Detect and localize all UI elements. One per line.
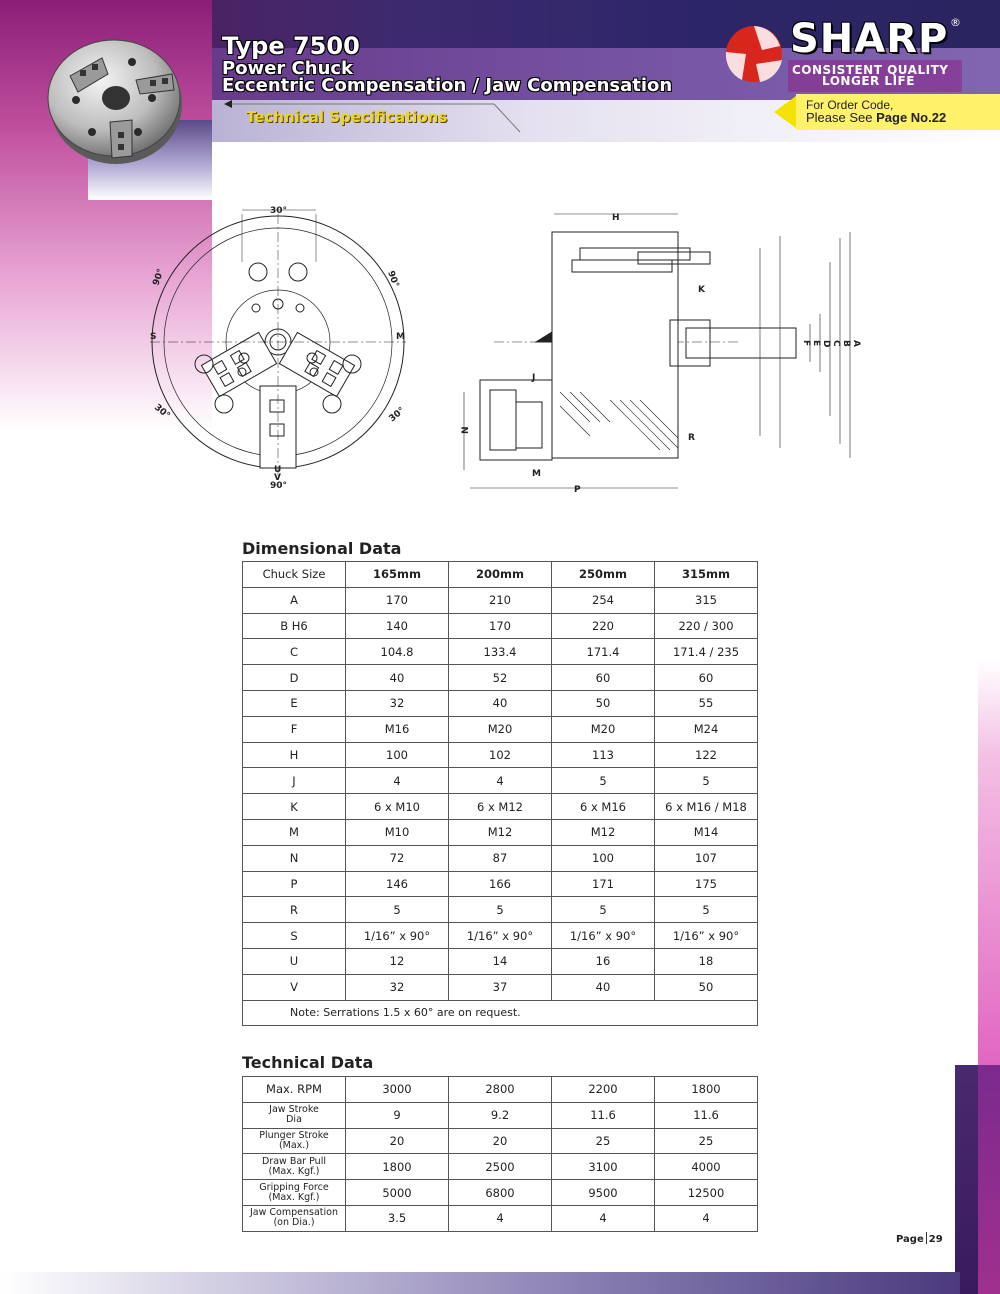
registered-mark: ® <box>950 16 961 29</box>
table-cell: M12 <box>449 819 552 845</box>
table-cell: 40 <box>449 690 552 716</box>
table-cell: U <box>243 948 346 974</box>
table-header-cell: 165mm <box>346 562 449 588</box>
table-row <box>243 948 758 974</box>
table-cell: 6 x M12 <box>449 794 552 820</box>
table-cell: 6 x M10 <box>346 794 449 820</box>
svg-text:S: S <box>150 332 157 342</box>
table-row <box>243 1154 758 1180</box>
table-cell: 11.6 <box>655 1102 758 1128</box>
table-cell: 5 <box>655 897 758 923</box>
table-cell: 40 <box>552 974 655 1000</box>
table-cell: 25 <box>655 1128 758 1154</box>
right-decor-block-accent <box>978 1065 1000 1294</box>
table-cell: 2800 <box>449 1077 552 1103</box>
row-label: Draw Bar Pull (Max. Kgf.) <box>243 1154 346 1180</box>
svg-text:90°: 90° <box>270 481 288 491</box>
table-cell: 171.4 / 235 <box>655 639 758 665</box>
svg-text:30°: 30° <box>387 405 407 425</box>
table-row <box>243 923 758 949</box>
table-cell: 20 <box>449 1128 552 1154</box>
order-note-line1: For Order Code, <box>806 98 894 112</box>
brand-name: SHARP <box>790 16 949 62</box>
table-cell: 16 <box>552 948 655 974</box>
table-cell: 107 <box>655 845 758 871</box>
table-cell: 9.2 <box>449 1102 552 1128</box>
table-cell: 5 <box>655 768 758 794</box>
table-cell: 60 <box>552 665 655 691</box>
table-cell: 25 <box>552 1128 655 1154</box>
order-note-arrow-icon <box>774 96 796 128</box>
table-cell: 4 <box>449 1205 552 1231</box>
table-cell: 100 <box>346 742 449 768</box>
table-cell: 1/16” x 90° <box>346 923 449 949</box>
serration-note: Note: Serrations 1.5 x 60° are on request. <box>243 1000 758 1026</box>
section-title: Technical Specifications <box>246 108 448 126</box>
table-cell: F <box>243 716 346 742</box>
order-page-link[interactable]: Page No.22 <box>876 110 947 125</box>
table-cell: 3000 <box>346 1077 449 1103</box>
table-header-cell: Chuck Size <box>243 562 346 588</box>
table-cell: 170 <box>346 587 449 613</box>
svg-text:30°: 30° <box>270 206 288 216</box>
table-cell: 171.4 <box>552 639 655 665</box>
product-subtitle-2: Eccentric Compensation / Jaw Compensation <box>222 75 673 96</box>
table-cell: 50 <box>552 690 655 716</box>
table-cell: 4 <box>346 768 449 794</box>
svg-text:M: M <box>396 332 405 342</box>
table-cell: M10 <box>346 819 449 845</box>
table-cell: 20 <box>346 1128 449 1154</box>
table-cell: 220 / 300 <box>655 613 758 639</box>
table-cell: 52 <box>449 665 552 691</box>
table-cell: 100 <box>552 845 655 871</box>
table-cell: 2200 <box>552 1077 655 1103</box>
table-cell: 210 <box>449 587 552 613</box>
svg-text:J: J <box>532 373 536 383</box>
row-label: Gripping Force (Max. Kgf.) <box>243 1180 346 1206</box>
svg-text:A: A <box>851 340 861 347</box>
table-header-cell: 315mm <box>655 562 758 588</box>
svg-text:F: F <box>801 340 811 347</box>
dimensional-data-title: Dimensional Data <box>242 539 402 558</box>
table-cell: 1800 <box>655 1077 758 1103</box>
table-cell: A <box>243 587 346 613</box>
table-row <box>243 1180 758 1206</box>
table-row <box>243 1077 758 1103</box>
table-cell: B H6 <box>243 613 346 639</box>
table-cell: 5 <box>449 897 552 923</box>
product-subtitle: Power Chuck <box>222 58 354 79</box>
table-row <box>243 768 758 794</box>
table-cell: 4 <box>655 1205 758 1231</box>
table-cell: 55 <box>655 690 758 716</box>
table-row <box>243 587 758 613</box>
table-cell: 170 <box>449 613 552 639</box>
bottom-decor-strip <box>0 1272 960 1294</box>
table-cell: 122 <box>655 742 758 768</box>
table-cell: 146 <box>346 871 449 897</box>
svg-text:R: R <box>688 433 695 443</box>
power-chuck-photo <box>40 28 190 168</box>
technical-data-title: Technical Data <box>242 1053 374 1072</box>
table-row <box>243 716 758 742</box>
table-cell: 1/16” x 90° <box>449 923 552 949</box>
table-cell: 60 <box>655 665 758 691</box>
table-cell: 171 <box>552 871 655 897</box>
technical-data-table <box>242 1076 758 1232</box>
table-cell: 133.4 <box>449 639 552 665</box>
page-number: Page 29 <box>896 1234 943 1245</box>
table-cell: 3.5 <box>346 1205 449 1231</box>
table-cell: 104.8 <box>346 639 449 665</box>
table-row <box>243 819 758 845</box>
table-cell: 1800 <box>346 1154 449 1180</box>
table-cell: 1/16” x 90° <box>552 923 655 949</box>
table-row <box>243 742 758 768</box>
svg-text:K: K <box>698 285 705 295</box>
table-cell: V <box>243 974 346 1000</box>
svg-text:V: V <box>274 473 281 483</box>
order-note-line2: Please See Page No.22 <box>806 110 947 125</box>
table-cell: M16 <box>346 716 449 742</box>
svg-text:U: U <box>274 465 282 475</box>
table-cell: R <box>243 897 346 923</box>
table-cell: 140 <box>346 613 449 639</box>
table-cell: 220 <box>552 613 655 639</box>
svg-text:90°: 90° <box>151 267 167 288</box>
table-cell: 315 <box>655 587 758 613</box>
table-cell: 5 <box>552 897 655 923</box>
table-cell: 32 <box>346 974 449 1000</box>
table-row <box>243 897 758 923</box>
svg-text:D: D <box>821 340 831 348</box>
row-label: Max. RPM <box>243 1077 346 1103</box>
svg-text:N: N <box>461 426 471 434</box>
table-cell: E <box>243 690 346 716</box>
side-view <box>464 214 850 488</box>
table-row <box>243 665 758 691</box>
svg-text:H: H <box>612 213 620 223</box>
table-cell: 4000 <box>655 1154 758 1180</box>
table-cell: 4 <box>449 768 552 794</box>
table-cell: P <box>243 871 346 897</box>
table-cell: 9 <box>346 1102 449 1128</box>
table-cell: 40 <box>346 665 449 691</box>
table-cell: 37 <box>449 974 552 1000</box>
table-cell: 2500 <box>449 1154 552 1180</box>
table-cell: 3100 <box>552 1154 655 1180</box>
table-cell: 1/16” x 90° <box>655 923 758 949</box>
dimensional-data-table <box>242 561 758 1026</box>
table-header-cell: 200mm <box>449 562 552 588</box>
table-cell: M20 <box>552 716 655 742</box>
table-cell: 87 <box>449 845 552 871</box>
table-cell: M12 <box>552 819 655 845</box>
table-cell: 9500 <box>552 1180 655 1206</box>
table-cell: 32 <box>346 690 449 716</box>
row-label: Plunger Stroke (Max.) <box>243 1128 346 1154</box>
table-cell: K <box>243 794 346 820</box>
table-header-cell: 250mm <box>552 562 655 588</box>
table-cell: 254 <box>552 587 655 613</box>
table-row <box>243 613 758 639</box>
table-cell: 5 <box>552 768 655 794</box>
table-cell: M14 <box>655 819 758 845</box>
table-cell: 14 <box>449 948 552 974</box>
table-row <box>243 871 758 897</box>
table-cell: M20 <box>449 716 552 742</box>
table-cell: 102 <box>449 742 552 768</box>
table-cell: M24 <box>655 716 758 742</box>
table-note-row <box>243 1000 758 1026</box>
table-row <box>243 690 758 716</box>
svg-text:P: P <box>574 485 581 495</box>
table-cell: D <box>243 665 346 691</box>
front-view <box>150 210 406 476</box>
brand-tagline-1: CONSISTENT QUALITY <box>792 63 949 77</box>
table-cell: 12500 <box>655 1180 758 1206</box>
table-cell: 166 <box>449 871 552 897</box>
table-cell: 72 <box>346 845 449 871</box>
table-cell: 5000 <box>346 1180 449 1206</box>
table-cell: 11.6 <box>552 1102 655 1128</box>
svg-text:C: C <box>831 340 841 347</box>
table-cell: C <box>243 639 346 665</box>
table-cell: J <box>243 768 346 794</box>
table-cell: 113 <box>552 742 655 768</box>
svg-text:30°: 30° <box>152 402 172 422</box>
table-cell: S <box>243 923 346 949</box>
brand-tagline-2: LONGER LIFE <box>822 74 915 88</box>
table-cell: H <box>243 742 346 768</box>
table-cell: 5 <box>346 897 449 923</box>
row-label: Jaw Stroke Dia <box>243 1102 346 1128</box>
table-row <box>243 1102 758 1128</box>
table-cell: 6 x M16 / M18 <box>655 794 758 820</box>
table-cell: M <box>243 819 346 845</box>
table-header-row <box>243 562 758 588</box>
product-type-title: Type 7500 <box>222 32 360 60</box>
svg-text:B: B <box>841 340 851 347</box>
table-row <box>243 639 758 665</box>
row-label: Jaw Compensation (on Dia.) <box>243 1205 346 1231</box>
svg-text:M: M <box>532 469 541 479</box>
svg-text:E: E <box>811 340 821 347</box>
svg-text:90°: 90° <box>385 269 401 290</box>
table-row <box>243 794 758 820</box>
table-row <box>243 974 758 1000</box>
table-cell: 6 x M16 <box>552 794 655 820</box>
table-cell: 50 <box>655 974 758 1000</box>
table-cell: 12 <box>346 948 449 974</box>
table-row <box>243 1128 758 1154</box>
table-cell: 6800 <box>449 1180 552 1206</box>
table-cell: N <box>243 845 346 871</box>
table-row <box>243 845 758 871</box>
table-row <box>243 1205 758 1231</box>
technical-drawing <box>140 196 880 506</box>
table-cell: 175 <box>655 871 758 897</box>
table-cell: 4 <box>552 1205 655 1231</box>
table-cell: 18 <box>655 948 758 974</box>
